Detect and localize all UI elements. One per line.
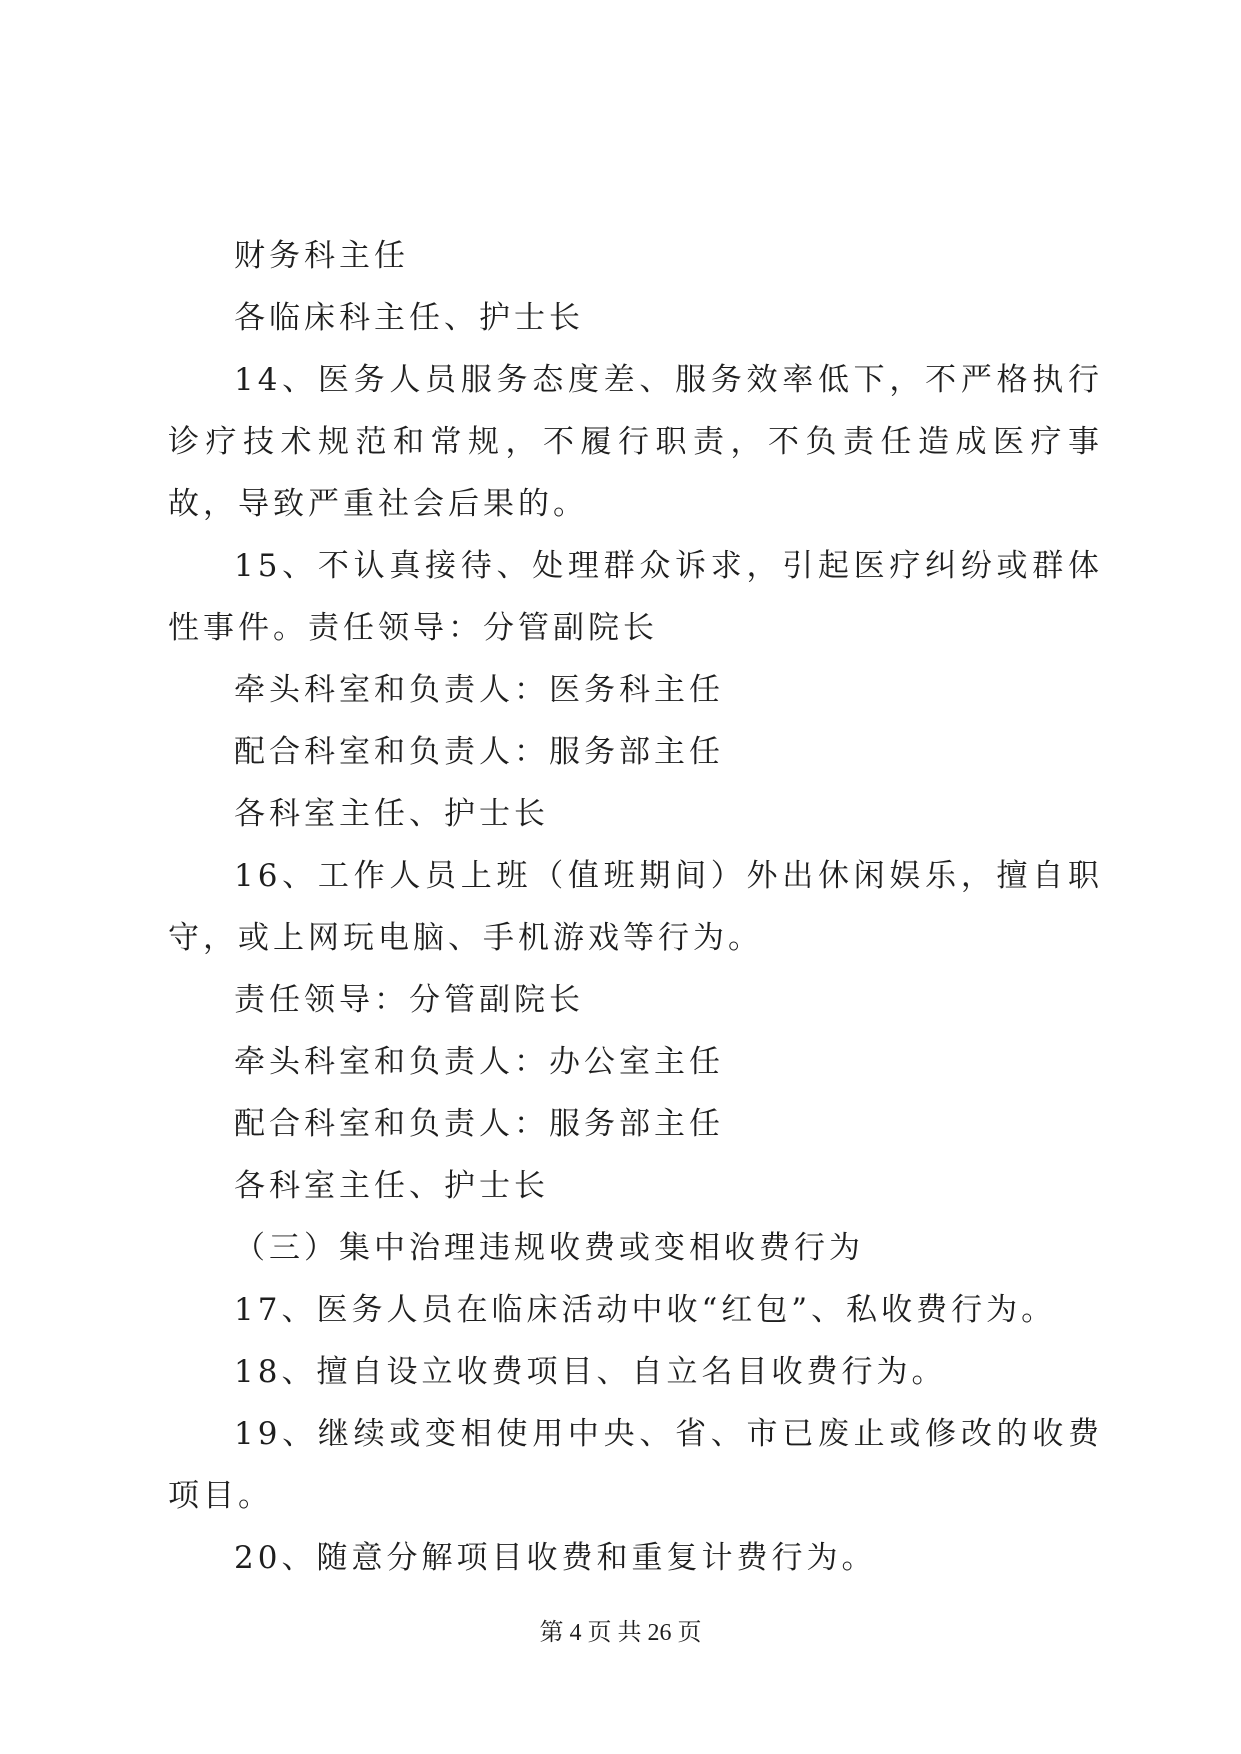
paragraph-1: 财务科主任 xyxy=(234,238,409,274)
paragraph-12: 各科室主任、护士长 xyxy=(234,1168,549,1204)
paragraph-7: 各科室主任、护士长 xyxy=(234,796,549,832)
document-body xyxy=(168,225,1103,1589)
paragraph-3: 14、医务人员服务态度差、服务效率低下，不严格执行诊疗技术规范和常规，不履行职责，不负责任造成医疗事故，导致严重社会后果的。 xyxy=(168,362,1103,522)
paragraph-9: 责任领导：分管副院长 xyxy=(234,982,584,1018)
paragraph-4: 15、不认真接待、处理群众诉求，引起医疗纠纷或群体性事件。责任领导：分管副院长 xyxy=(168,548,1103,646)
paragraph-11: 配合科室和负责人：服务部主任 xyxy=(234,1106,724,1142)
paragraph-2: 各临床科主任、护士长 xyxy=(234,300,584,336)
section-heading: （三）集中治理违规收费或变相收费行为 xyxy=(234,1230,864,1266)
paragraph-14: 17、医务人员在临床活动中收“红包”、私收费行为。 xyxy=(234,1292,1057,1328)
paragraph-16: 19、继续或变相使用中央、省、市已废止或修改的收费项目。 xyxy=(168,1416,1103,1514)
paragraph-6: 配合科室和负责人：服务部主任 xyxy=(234,734,724,770)
paragraph-10: 牵头科室和负责人：办公室主任 xyxy=(234,1044,724,1080)
page-footer: 第 4 页 共 26 页 xyxy=(539,1620,702,1646)
paragraph-17: 20、随意分解项目收费和重复计费行为。 xyxy=(234,1540,877,1576)
paragraph-8: 16、工作人员上班（值班期间）外出休闲娱乐，擅自职守，或上网玩电脑、手机游戏等行为。 xyxy=(168,858,1103,956)
paragraph-5: 牵头科室和负责人：医务科主任 xyxy=(234,672,724,708)
paragraph-15: 18、擅自设立收费项目、自立名目收费行为。 xyxy=(234,1354,947,1390)
